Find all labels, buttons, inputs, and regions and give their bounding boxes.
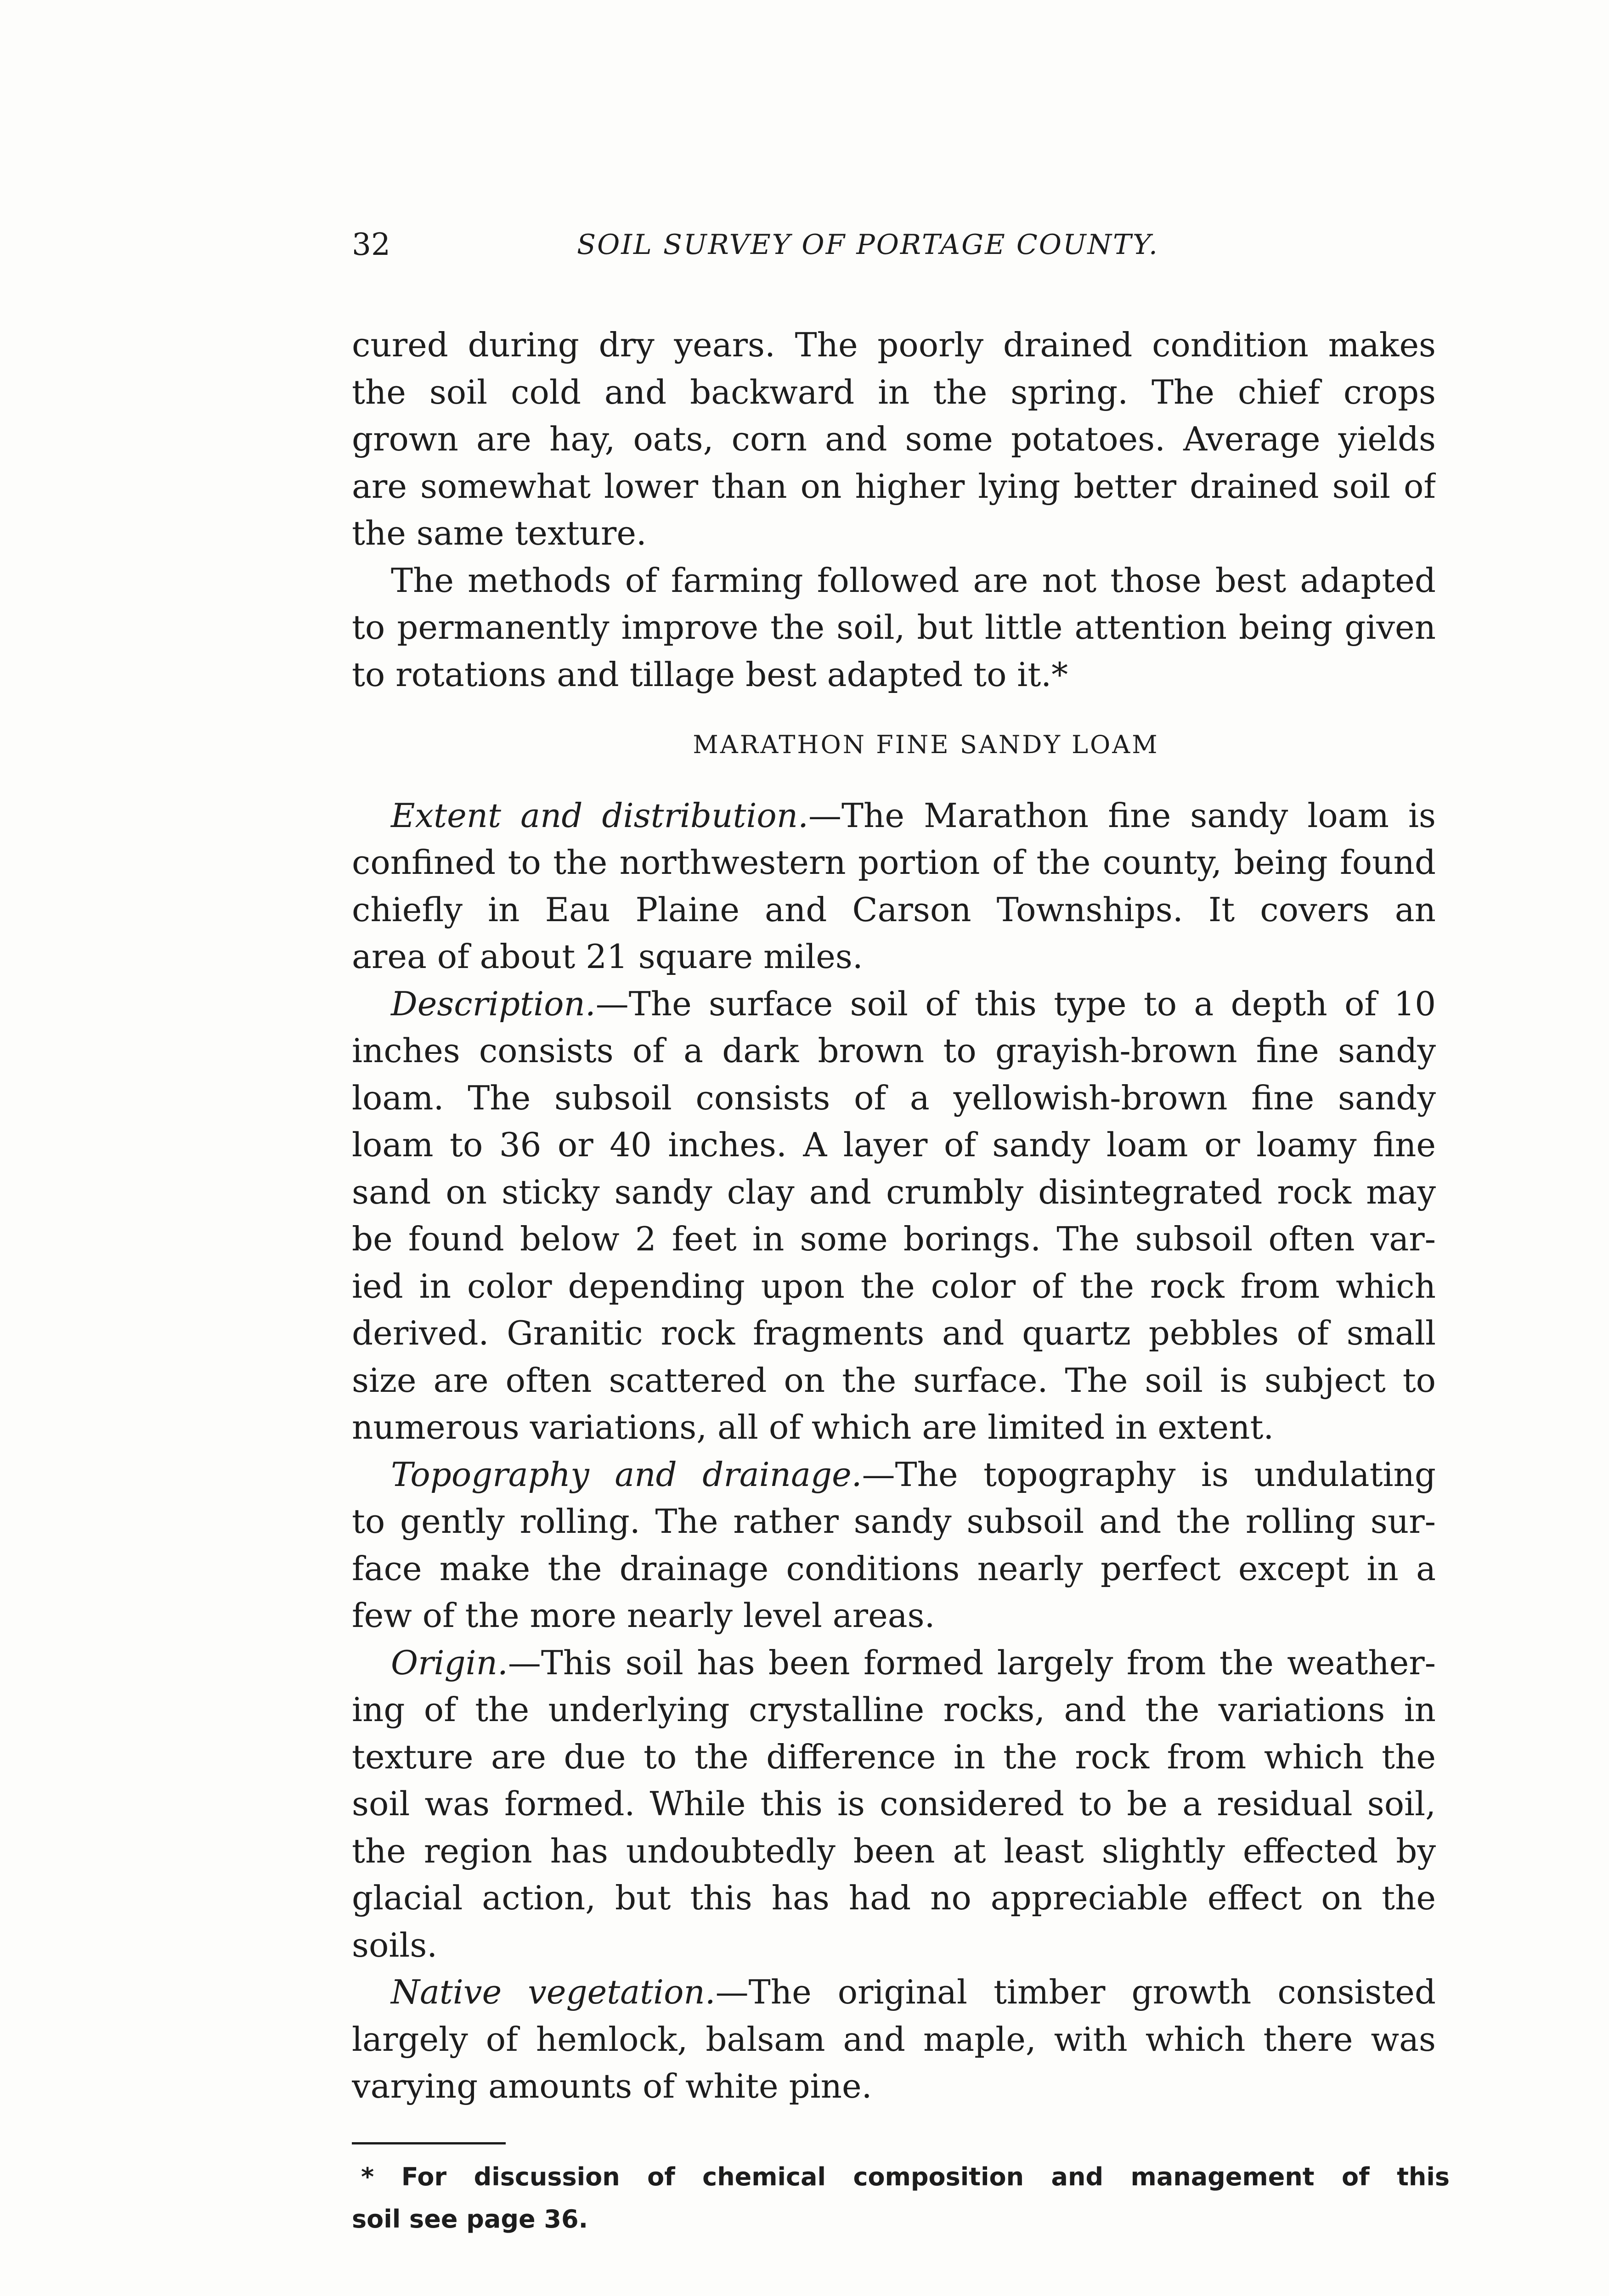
text-line: size are often scattered on the surface. The soil is subject to	[352, 1361, 1436, 1400]
description-paragraph	[352, 980, 1436, 1451]
text-line: ied in color depending upon the color of the rock from which	[352, 1266, 1436, 1306]
page-number: 32	[352, 227, 390, 262]
heading-line-rest: —This soil has been formed largely from the weather-	[508, 1643, 1436, 1682]
text-line: inches consists of a dark brown to grayish-brown fine sandy	[352, 1031, 1436, 1070]
text-line: area of about 21 square miles.	[352, 937, 863, 976]
text-line: soil was formed. While this is considered to be a residual soil,	[352, 1784, 1436, 1823]
text-line: to permanently improve the soil, but little attention being given	[352, 608, 1436, 647]
text-line	[352, 792, 1436, 839]
methods-paragraph	[352, 557, 1436, 698]
text-line: confined to the northwestern portion of the county, being found	[352, 843, 1436, 882]
footnote-line: * For discussion of chemical composition and management of this	[361, 2162, 1450, 2191]
paragraph-heading: Extent and distribution.	[391, 796, 809, 835]
section-title: MARATHON FINE SANDY LOAM	[693, 730, 1159, 759]
text-line: soils.	[352, 1925, 438, 1964]
text-line: largely of hemlock, balsam and maple, with which there was	[352, 2020, 1436, 2059]
text-line: loam to 36 or 40 inches. A layer of sandy loam or loamy fine	[352, 1125, 1436, 1164]
text-line: the soil cold and backward in the spring. The chief crops	[352, 372, 1436, 411]
extent-paragraph	[352, 792, 1436, 980]
text-line	[352, 1451, 1436, 1498]
text-line: chiefly in Eau Plaine and Carson Townships. It covers an	[352, 890, 1436, 929]
running-head: SOIL SURVEY OF PORTAGE COUNTY.	[577, 229, 1159, 261]
text-line: be found below 2 feet in some borings. The subsoil often var-	[352, 1220, 1436, 1258]
text-line: sand on sticky sandy clay and crumbly disintegrated rock may	[352, 1172, 1436, 1211]
text-line: few of the more nearly level areas.	[352, 1596, 935, 1635]
footnote-rule	[352, 2142, 506, 2144]
paragraph-heading: Native vegetation.	[391, 1973, 716, 2011]
text-line: numerous variations, all of which are limited in extent.	[352, 1408, 1274, 1446]
text-line: the region has undoubtedly been at least slightly effected by	[352, 1831, 1436, 1870]
paragraph-heading: Description.	[391, 984, 596, 1023]
heading-line-rest: —The Marathon fine sandy loam is	[808, 796, 1436, 835]
heading-line-rest: —The original timber growth consisted	[715, 1973, 1436, 2011]
text-line: cured during dry years. The poorly drained condition makes	[352, 326, 1436, 364]
text-line: varying amounts of white pine.	[352, 2067, 872, 2105]
paragraph-heading: Origin.	[391, 1643, 508, 1682]
continuation-paragraph	[352, 321, 1436, 557]
text-line: loam. The subsoil consists of a yellowish-brown fine sandy	[352, 1078, 1436, 1117]
text-line: grown are hay, oats, corn and some potatoes. Average yields	[352, 420, 1436, 458]
text-line: texture are due to the difference in the rock from which the	[352, 1737, 1436, 1776]
text-line	[352, 1969, 1436, 2016]
footnote	[352, 2156, 1450, 2240]
text-line: face make the drainage conditions nearly perfect except in a	[352, 1549, 1436, 1588]
paragraph-heading: Topography and drainage.	[391, 1455, 862, 1494]
footnote-line: soil see page 36.	[352, 2205, 588, 2234]
heading-line-rest: —The topography is undulating	[862, 1455, 1436, 1494]
text-line: to gently rolling. The rather sandy subsoil and the rolling sur-	[352, 1502, 1436, 1541]
text-line: ing of the underlying crystalline rocks, and the variations in	[352, 1690, 1436, 1729]
text-line: glacial action, but this has had no appreciable effect on the	[352, 1879, 1436, 1917]
vegetation-paragraph	[352, 1969, 1436, 2110]
text-line: The methods of farming followed are not those best adapted	[391, 561, 1436, 600]
origin-paragraph	[352, 1639, 1436, 1969]
text-line: the same texture.	[352, 514, 647, 552]
topography-paragraph	[352, 1451, 1436, 1639]
text-line: are somewhat lower than on higher lying better drained soil of	[352, 467, 1436, 506]
body-text	[352, 321, 1436, 2110]
page-header	[352, 224, 1261, 265]
text-line	[352, 980, 1436, 1028]
text-line	[352, 1639, 1436, 1687]
text-line: derived. Granitic rock fragments and quartz pebbles of small	[352, 1314, 1436, 1352]
heading-line-rest: —The surface soil of this type to a depth of 10	[595, 984, 1436, 1023]
text-line: to rotations and tillage best adapted to it.*	[352, 655, 1068, 694]
